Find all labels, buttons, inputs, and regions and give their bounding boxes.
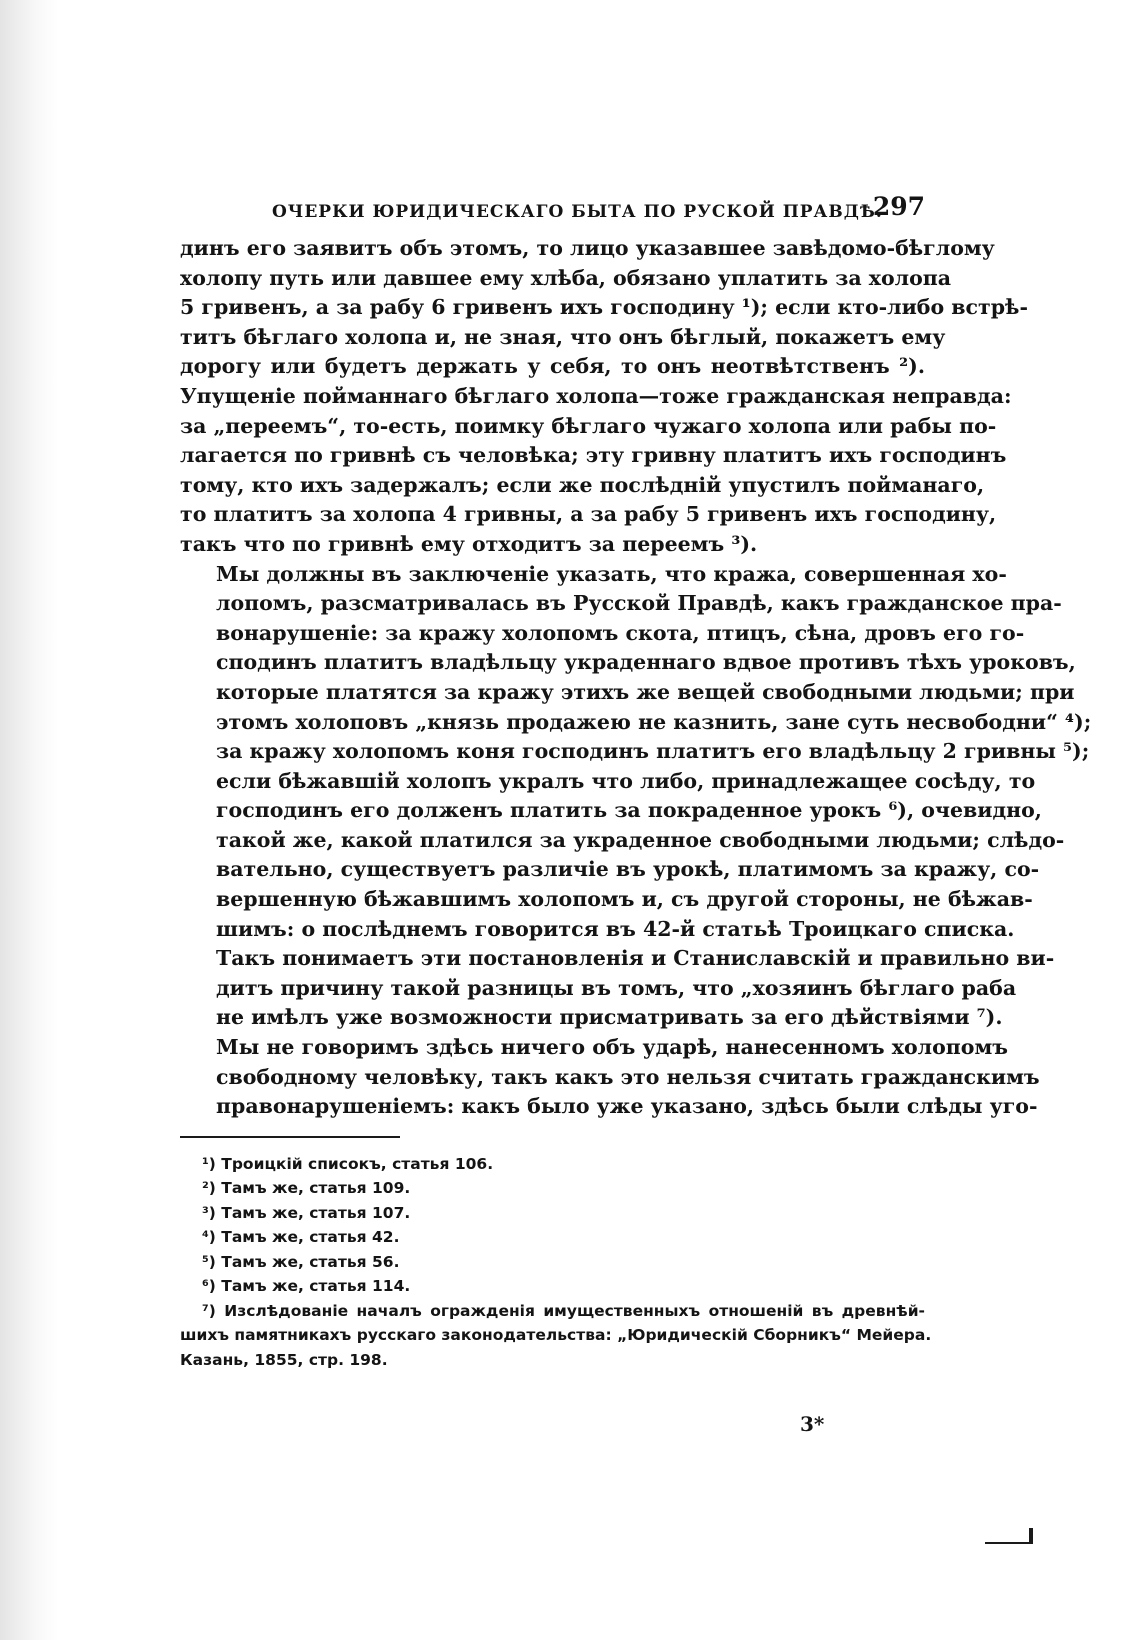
text-line: господинъ его долженъ платить за покраденное урокъ ⁶), очевидно, <box>216 798 1042 823</box>
text-line: вершенную бѣжавшимъ холопомъ и, съ другой стороны, не бѣжав- <box>216 887 1033 912</box>
page-number: 297 <box>872 192 925 221</box>
footnote-2: ²) Тамъ же, статья 109. <box>202 1179 411 1198</box>
text-line: Мы должны въ заключеніе указать, что кража, совершенная хо- <box>216 561 1007 586</box>
text-line: лагается по гривнѣ съ человѣка; эту гривну платитъ ихъ господинъ <box>180 443 1007 468</box>
text-line: вательно, существуетъ различіе въ урокѣ, платимомъ за кражу, со- <box>216 857 1040 882</box>
text-line: которые платятся за кражу этихъ же вещей свободными людьми; при <box>216 679 1075 704</box>
text-line: лопомъ, разсматривалась въ Русской Правдѣ, какъ гражданское пра- <box>216 591 1062 616</box>
footnote-7-line: шихъ памятникахъ русскаго законодательства: „Юридическій Сборникъ“ Мейера. <box>180 1326 932 1345</box>
text-line: шимъ: о послѣднемъ говорится въ 42-й статьѣ Троицкаго списка. <box>216 916 1015 941</box>
text-line: не имѣлъ уже возможности присматривать за его дѣйствіями ⁷). <box>216 1005 1003 1030</box>
footnote-5: ⁵) Тамъ же, статья 56. <box>202 1252 400 1271</box>
text-line: сподинъ платитъ владѣльцу украденнаго вдвое противъ тѣхъ уроковъ, <box>216 650 1076 675</box>
text-line: свободному человѣку, такъ какъ это нельзя считать гражданскимъ <box>216 1064 1040 1089</box>
text-line: этомъ холоповъ „князь продажею не казнить, зане суть несвободни“ ⁴); <box>216 709 1092 734</box>
text-line: Такъ понимаетъ эти постановленія и Станиславскій и правильно ви- <box>216 946 1055 971</box>
footnote-7-continuation <box>180 1323 932 1372</box>
paragraph-3 <box>180 1033 1040 1122</box>
text-line: 5 гривенъ, а за рабу 6 гривенъ ихъ господину ¹); если кто-либо встрѣ- <box>180 295 1028 320</box>
text-line: дитъ причину такой разницы въ томъ, что „хозяинъ бѣглаго раба <box>216 975 1017 1000</box>
scan-edge-shadow <box>0 0 58 1640</box>
footnote-7-line: Казань, 1855, стр. 198. <box>180 1350 388 1369</box>
body-text <box>180 234 1092 1122</box>
footnote-1: ¹) Троицкій списокъ, статья 106. <box>202 1154 494 1173</box>
text-line: за кражу холопомъ коня господинъ платитъ его владѣльцу 2 гривны ⁵); <box>216 739 1090 764</box>
text-line: титъ бѣглаго холопа и, не зная, что онъ бѣглый, покажетъ ему <box>180 324 946 349</box>
text-line: если бѣжавшій холопъ укралъ что либо, принадлежащее сосѣду, то <box>216 768 1036 793</box>
text-line: такой же, какой платился за украденное свободными людьми; слѣдо- <box>216 827 1065 852</box>
paragraph-2 <box>180 560 1092 1034</box>
printer-signature-mark: 3* <box>800 1412 825 1436</box>
footnote-divider <box>180 1136 400 1138</box>
paragraph-1 <box>180 234 1028 560</box>
book-page <box>180 192 1092 1372</box>
text-line: то платитъ за холопа 4 гривны, а за рабу 5 гривенъ ихъ господину, <box>180 502 997 527</box>
text-line: Упущеніе пойманнаго бѣглаго холопа—тоже гражданская неправда: <box>180 383 1012 408</box>
text-line: вонарушеніе: за кражу холопомъ скота, птицъ, сѣна, дровъ его го- <box>216 620 1025 645</box>
text-line: за „переемъ“, то-есть, поимку бѣглаго чужаго холопа или рабы по- <box>180 413 997 438</box>
text-line: динъ его заявитъ объ этомъ, то лицо указавшее завѣдомо-бѣглому <box>180 236 995 260</box>
footnotes <box>180 1152 932 1373</box>
footnote-7 <box>180 1299 925 1324</box>
footnote-6: ⁶) Тамъ же, статья 114. <box>202 1277 411 1296</box>
text-line: холопу путь или давшее ему хлѣба, обязано уплатить за холопа <box>180 265 952 290</box>
running-title: ОЧЕРКИ ЮРИДИЧЕСКАГО БЫТА ПО РУСКОЙ ПРАВДѢ. <box>272 202 883 222</box>
text-line: такъ что по гривнѣ ему отходитъ за переемъ ³). <box>180 531 758 556</box>
footnote-3: ³) Тамъ же, статья 107. <box>202 1203 411 1222</box>
running-header <box>180 192 925 232</box>
text-line: Мы не говоримъ здѣсь ничего объ ударѣ, нанесенномъ холопомъ <box>216 1035 1008 1060</box>
text-line: правонарушеніемъ: какъ было уже указано, здѣсь были слѣды уго- <box>216 1094 1038 1119</box>
scan-end-marker <box>985 1528 1033 1544</box>
footnote-4: ⁴) Тамъ же, статья 42. <box>202 1228 400 1247</box>
text-line: дорогу или будетъ держать у себя, то онъ неотвѣтственъ ²). <box>180 354 925 379</box>
text-line: тому, кто ихъ задержалъ; если же послѣдній упустилъ пойманаго, <box>180 472 985 497</box>
footnote-7-line: ⁷) Изслѣдованіе началъ огражденія имущественныхъ отношеній въ древнѣй- <box>202 1301 925 1320</box>
